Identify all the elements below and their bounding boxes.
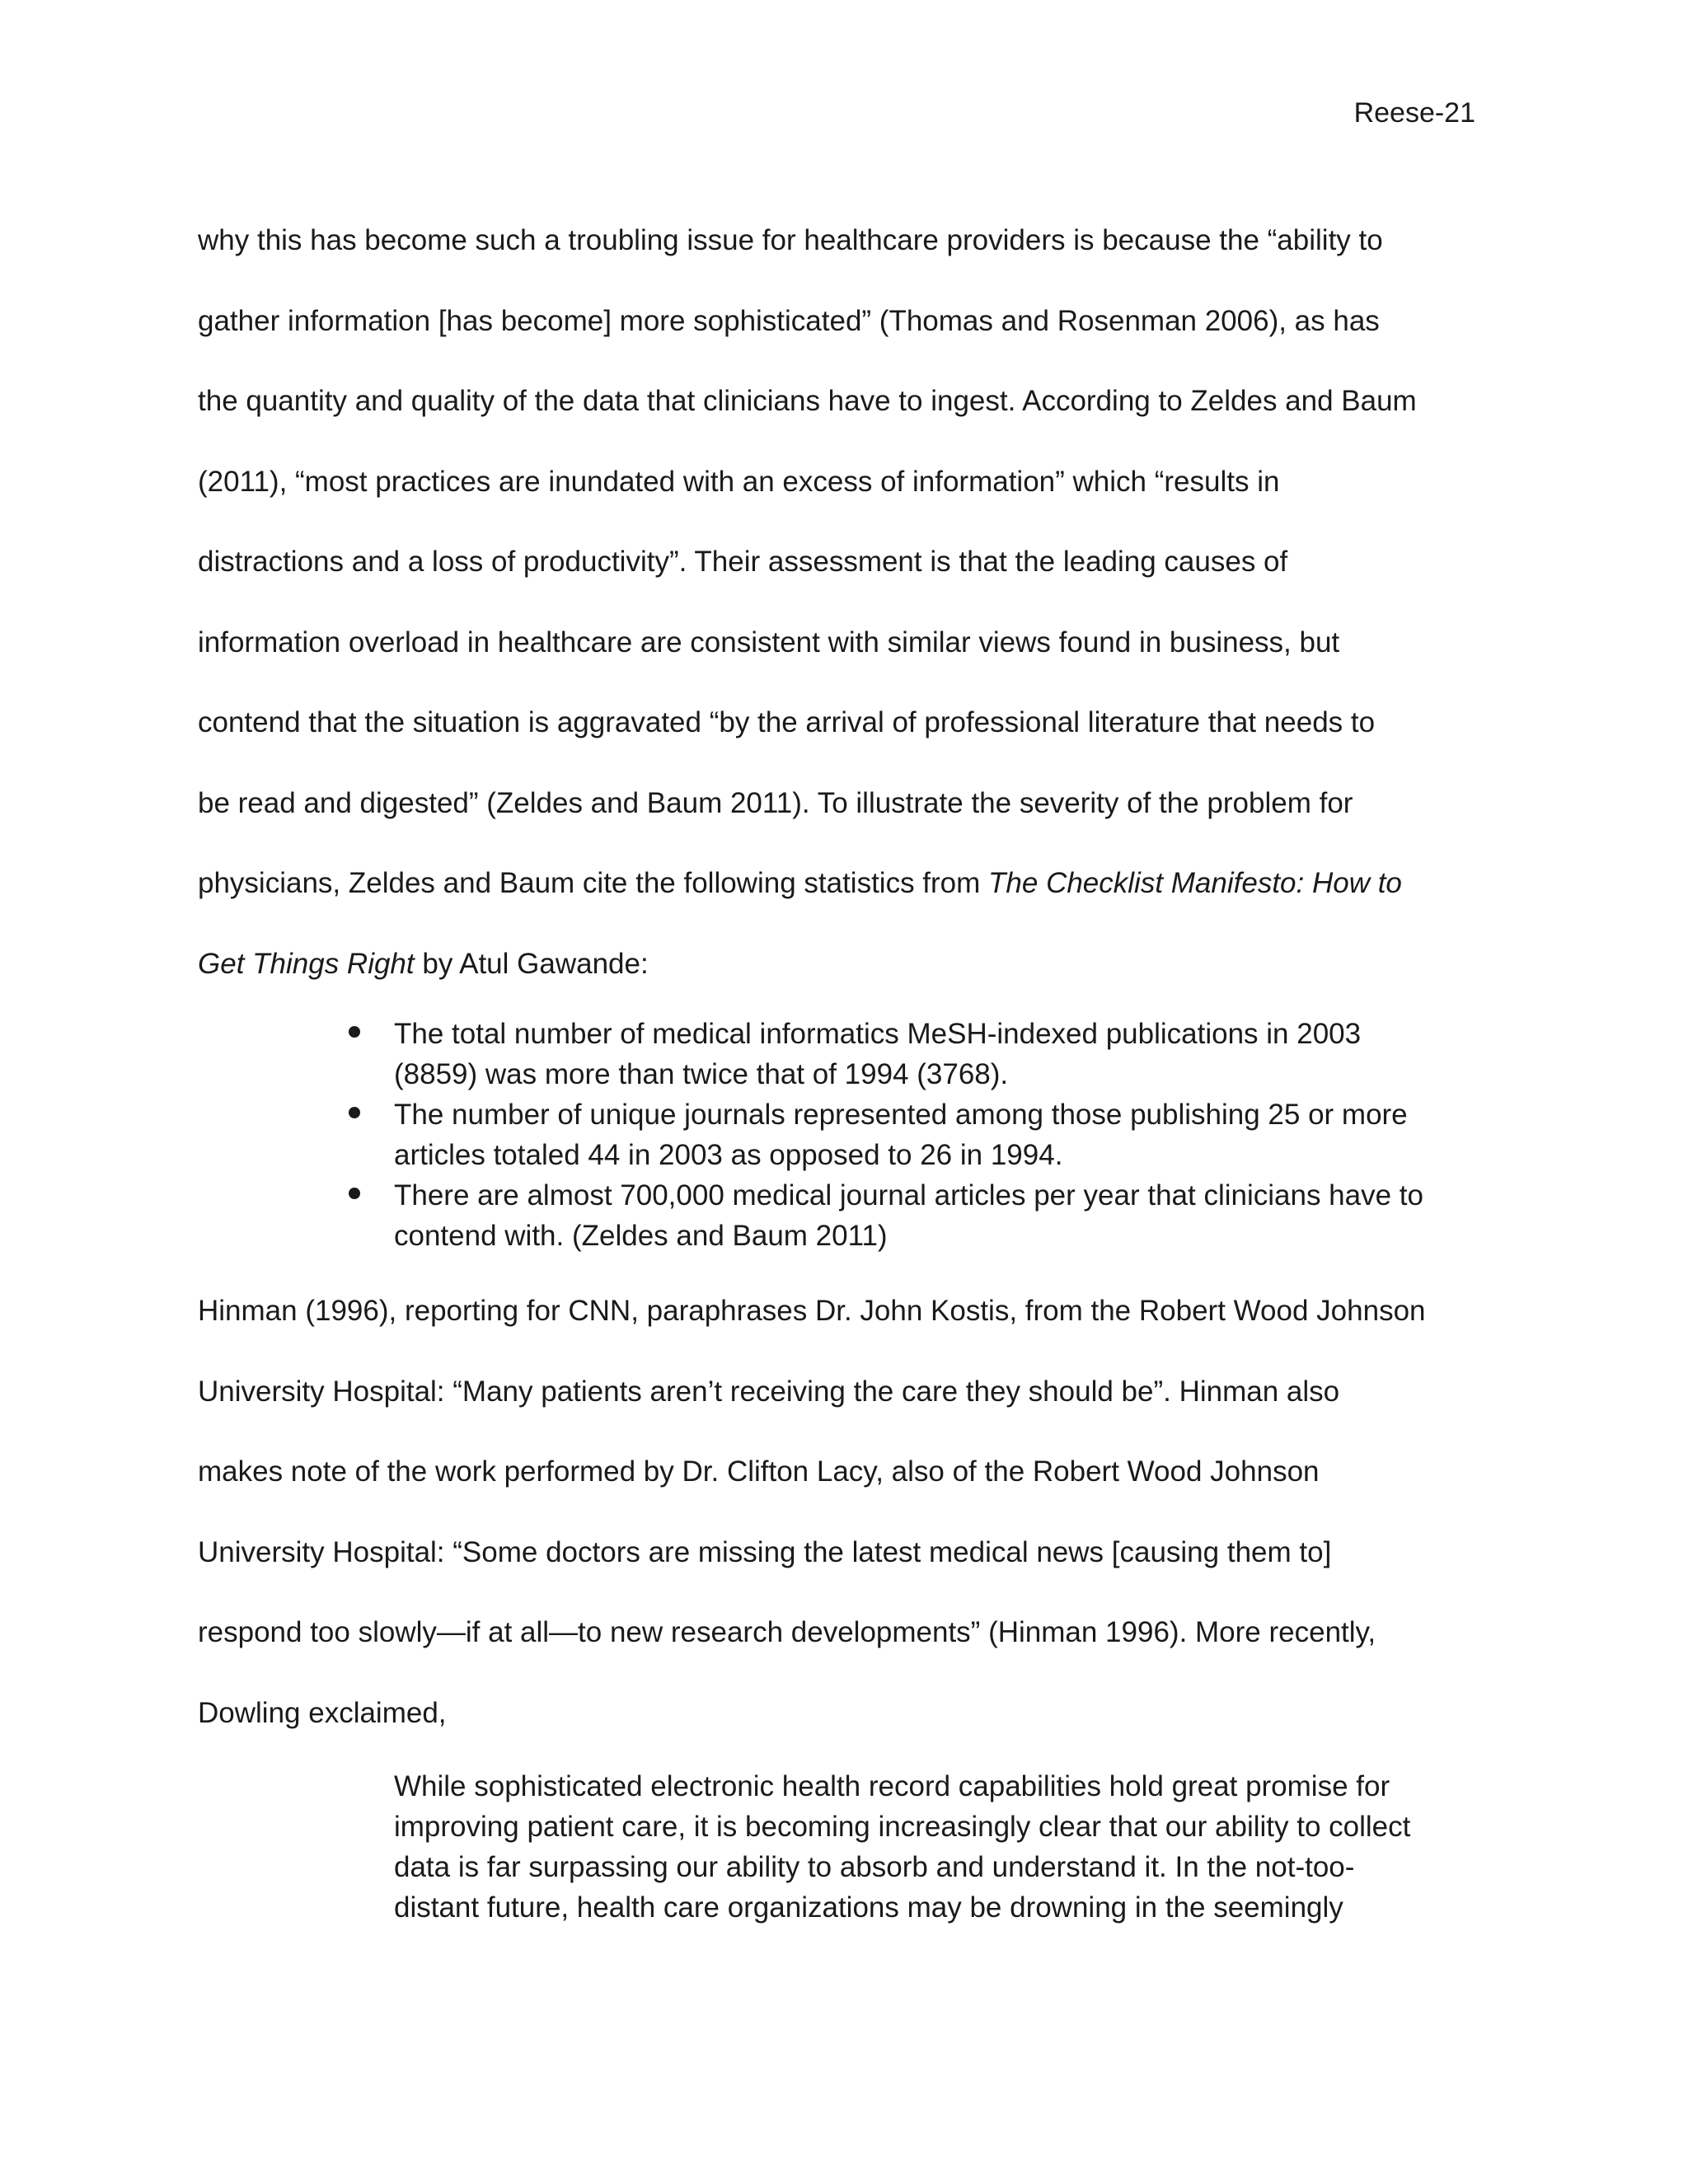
text-line: respond too slowly—if at all—to new research developments” (Hinman 1996). More recently, [198, 1616, 1376, 1648]
block-quote [394, 1766, 1500, 1928]
bullet-icon [349, 1107, 360, 1118]
text-line: Hinman (1996), reporting for CNN, paraphrases Dr. John Kostis, from the Robert Wood Johnson [198, 1295, 1426, 1327]
text-line: University Hospital: “Some doctors are missing the latest medical news [causing them to] [198, 1535, 1332, 1568]
list-item [394, 1175, 1500, 1256]
paragraph-1 [198, 200, 1500, 1004]
text-line: contend that the situation is aggravated “by the arrival of professional literature that needs to [198, 706, 1376, 738]
list-item [394, 1014, 1500, 1094]
text-span: by Atul Gawande: [414, 947, 649, 980]
quote-line: improving patient care, it is becoming increasingly clear that our ability to collect [394, 1811, 1411, 1843]
text-line: gather information [has become] more sophisticated” (Thomas and Rosenman 2006), as has [198, 304, 1380, 337]
quote-line: distant future, health care organizations may be drowning in the seemingly [394, 1891, 1343, 1924]
list-item-line: There are almost 700,000 medical journal articles per year that clinicians have to [394, 1179, 1423, 1212]
text-line: University Hospital: “Many patients aren’t receiving the care they should be”. Hinman also [198, 1375, 1340, 1408]
text-line: makes note of the work performed by Dr. Clifton Lacy, also of the Robert Wood Johnson [198, 1455, 1320, 1488]
text-line: (2011), “most practices are inundated with an excess of information” which “results in [198, 465, 1280, 498]
text-line: information overload in healthcare are consistent with similar views found in business, but [198, 626, 1340, 658]
list-item-line: contend with. (Zeldes and Baum 2011) [394, 1220, 888, 1252]
list-item-line: (8859) was more than twice that of 1994 (3768). [394, 1058, 1009, 1090]
text-line: be read and digested” (Zeldes and Baum 2011). To illustrate the severity of the problem for [198, 786, 1353, 819]
bullet-icon [349, 1188, 360, 1199]
quote-line: While sophisticated electronic health record capabilities hold great promise for [394, 1770, 1390, 1802]
book-title-part: Get Things Right [198, 947, 415, 980]
text-line: distractions and a loss of productivity”. Their assessment is that the leading causes of [198, 546, 1288, 578]
paragraph-2 [198, 1271, 1500, 1753]
text-line: the quantity and quality of the data that clinicians have to ingest. According to Zeldes and Baum [198, 385, 1417, 417]
list-item-line: articles totaled 44 in 2003 as opposed to 26 in 1994. [394, 1139, 1063, 1171]
list-item-line: The number of unique journals represented among those publishing 25 or more [394, 1099, 1408, 1131]
list-item-line: The total number of medical informatics MeSH-indexed publications in 2003 [394, 1018, 1362, 1050]
bullet-icon [349, 1026, 360, 1038]
book-title-part: The Checklist Manifesto: How to [988, 867, 1402, 899]
page-number: Reese-21 [1353, 97, 1475, 129]
text-span: physicians, Zeldes and Baum cite the following statistics from [198, 867, 989, 899]
quote-line: data is far surpassing our ability to absorb and understand it. In the not-too- [394, 1851, 1355, 1883]
statistics-list [394, 1014, 1500, 1256]
document-body [198, 200, 1500, 1928]
list-item [394, 1094, 1500, 1175]
text-line: Dowling exclaimed, [198, 1696, 447, 1729]
text-line [198, 843, 1500, 924]
text-line [198, 924, 1500, 1005]
text-line: why this has become such a troubling issue for healthcare providers is because the “ability to [198, 224, 1383, 256]
